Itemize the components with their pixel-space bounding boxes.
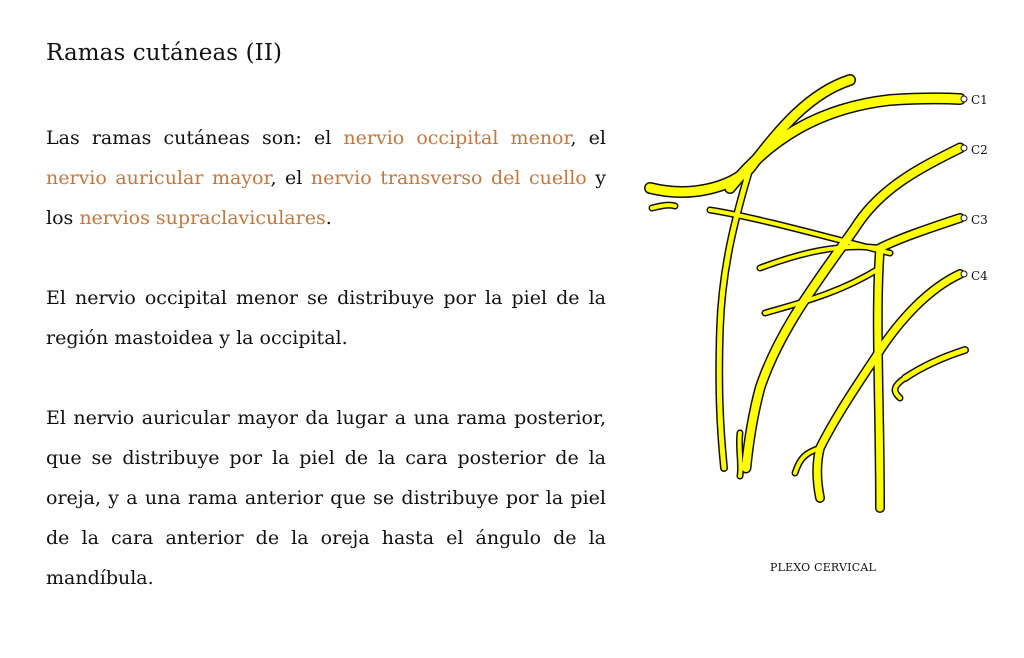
paragraph-occipital: El nervio occipital menor se distribuye por la piel de la región mastoidea y la occipital. [46,287,606,349]
label-c3: C3 [971,213,988,227]
label-c2: C2 [971,143,988,157]
intro-text-3: , el [270,167,311,189]
label-c1: C1 [971,93,988,107]
term-nervio-transverso-cuello: nervio transverso del cuello [310,167,587,189]
nerve-fills [650,80,965,508]
label-c4: C4 [971,269,988,283]
cervical-plexus-diagram [640,68,1020,518]
intro-text-2: , el [570,127,606,149]
intro-text-5: . [325,207,332,229]
text-column [46,118,606,638]
term-nervio-auricular-mayor: nervio auricular mayor [46,167,271,189]
paragraph-auricular: El nervio auricular mayor da lugar a una rama posterior, que se distribuye por la piel de la cara posterior de la oreja, y a una rama anterior que se distribuye por la piel de la cara anterior de la oreja hasta el ángulo de la mandíbula. [46,407,606,589]
root-markers [961,96,967,277]
slide-title: Ramas cutáneas (II) [46,40,283,66]
figure-caption: PLEXO CERVICAL [770,561,876,574]
paragraph-intro [46,118,606,238]
intro-text-1: Las ramas cutáneas son: el [46,127,344,149]
term-nervios-supraclaviculares: nervios supraclaviculares [79,207,326,229]
term-nervio-occipital-menor: nervio occipital menor [343,127,571,149]
intro-text-4: y los [46,167,606,229]
